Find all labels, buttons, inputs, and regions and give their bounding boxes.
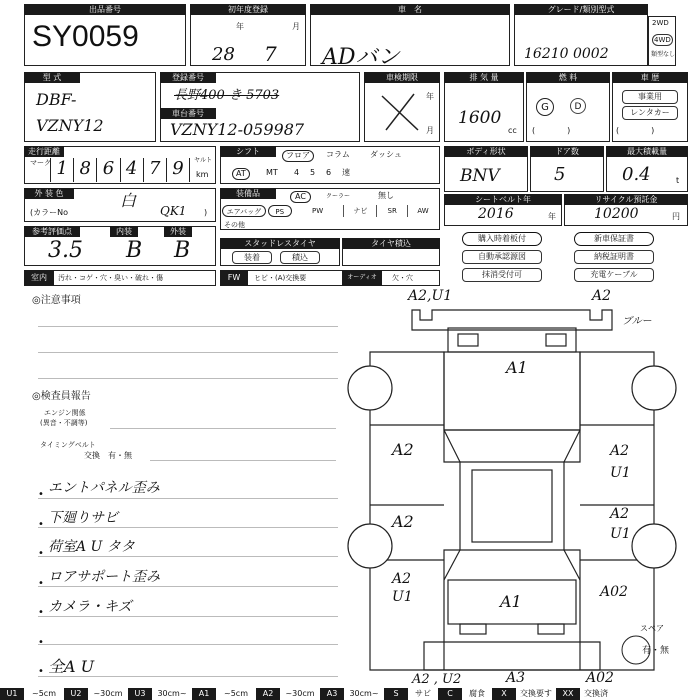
inspector-line bbox=[38, 556, 338, 557]
inspector-item: 下廻りサビ bbox=[48, 510, 118, 526]
model-line2: VZNY12 bbox=[36, 116, 104, 135]
equipment-ps: PS bbox=[268, 205, 292, 217]
spare-label: スペア bbox=[640, 624, 664, 633]
mileage-label: 走行距離 bbox=[24, 146, 64, 157]
inspection-strike-mark bbox=[380, 90, 420, 136]
option-warranty: 新車保証書 bbox=[574, 232, 654, 246]
legend-value: ~30cm bbox=[93, 689, 123, 698]
equipment-label: 装備品 bbox=[220, 188, 276, 199]
diagram-left-front: A2 bbox=[392, 440, 414, 459]
inspection-month-label: 月 bbox=[426, 126, 434, 135]
studless-fitted: 装着 bbox=[232, 251, 272, 264]
shift-tail: 速 bbox=[342, 168, 350, 177]
legend-key: U2 bbox=[64, 688, 88, 700]
equipment-ac: AC bbox=[290, 191, 311, 203]
displacement-unit: cc bbox=[508, 126, 517, 135]
exterior-score-label: 外装 bbox=[164, 226, 192, 237]
diagram-bottom-mid: A3 bbox=[506, 670, 526, 686]
legend-key: XX bbox=[556, 688, 580, 700]
diagram-bottom-right: A02 bbox=[586, 670, 614, 686]
inspection-year-label: 年 bbox=[426, 92, 434, 101]
doors-label: ドア数 bbox=[530, 146, 604, 157]
displacement-label: 排 気 量 bbox=[444, 72, 524, 83]
shift-dash: ダッシュ bbox=[370, 150, 402, 159]
equipment-other: その他 bbox=[224, 221, 245, 229]
doors-value: 5 bbox=[554, 164, 566, 185]
chassis-value: VZNY12-059987 bbox=[170, 120, 305, 139]
shift-gear-4: 4 bbox=[294, 168, 300, 177]
shift-label: シフト bbox=[220, 146, 276, 157]
interior-score-label: 内装 bbox=[110, 226, 138, 237]
legend-key: A2 bbox=[256, 688, 280, 700]
lot-number: SY0059 bbox=[32, 20, 139, 53]
equipment-aw: AW bbox=[407, 205, 438, 217]
inspector-item: カメラ・キズ bbox=[48, 599, 132, 615]
equipment-navi: ナビ bbox=[343, 205, 376, 217]
mileage-digit: 4 bbox=[120, 158, 143, 182]
inspector-line bbox=[38, 644, 338, 645]
inspector-item: 荷室A U タタ bbox=[48, 539, 135, 555]
shift-gear-5: 5 bbox=[310, 168, 316, 177]
recycle-value: 10200 bbox=[594, 206, 639, 222]
legend-value: 30cm~ bbox=[349, 689, 379, 698]
fw-row-text: ヒビ・(A)交換要 bbox=[254, 274, 307, 282]
seatbelt-label: シートベルト年 bbox=[444, 194, 562, 205]
first-registration-year: 28 bbox=[212, 44, 235, 65]
notes-title: ◎注意事項 bbox=[32, 295, 81, 306]
equipment-cooler: クーラー bbox=[326, 193, 351, 200]
inspector-line bbox=[38, 586, 338, 587]
capacity-value: 0.4 bbox=[622, 164, 651, 185]
legend-value: 交換済 bbox=[584, 689, 608, 698]
exterior-color-code: QK1 bbox=[160, 204, 187, 218]
mileage-digit: 7 bbox=[143, 158, 166, 182]
inspector-line bbox=[38, 676, 338, 677]
notes-line bbox=[38, 378, 338, 379]
chassis-label: 車台番号 bbox=[160, 108, 216, 119]
inspector-line bbox=[38, 498, 338, 499]
interior-score-value: B bbox=[126, 238, 143, 263]
mileage-digit: 8 bbox=[73, 158, 96, 182]
mileage-unit: km bbox=[196, 170, 209, 179]
legend-value: ~30cm bbox=[285, 689, 315, 698]
fw-row-parts: 欠・穴 bbox=[392, 274, 413, 282]
legend-key: C bbox=[438, 688, 462, 700]
body-type-value: BNV bbox=[460, 166, 500, 186]
drive-4wd: 4WD bbox=[654, 36, 671, 44]
equipment-airbag: エアバッグ bbox=[222, 205, 266, 217]
diagram-right-rear: A02 bbox=[600, 584, 628, 600]
mileage-digit: 9 bbox=[166, 158, 190, 182]
legend-key: U1 bbox=[0, 688, 24, 700]
exterior-color-code-close: ) bbox=[204, 208, 208, 217]
history-paren: ( ) bbox=[616, 126, 655, 135]
legend-value: サビ bbox=[415, 689, 431, 698]
registration-label: 登録番号 bbox=[160, 72, 216, 83]
diagram-top-mark-right: A2 bbox=[592, 288, 612, 304]
option-charge: 充電ケーブル bbox=[574, 268, 654, 282]
grade-code: 16210 0002 bbox=[524, 46, 609, 62]
equipment-pw: PW bbox=[311, 207, 324, 215]
mileage-digit: 1 bbox=[50, 158, 73, 182]
score-label: 参考評価点 bbox=[24, 226, 80, 237]
fw-row-label: FW bbox=[220, 270, 248, 286]
option-cancel: 抹消受付可 bbox=[462, 268, 542, 282]
legend-key: U3 bbox=[128, 688, 152, 700]
equipment-row2 bbox=[222, 205, 438, 217]
seatbelt-value: 2016 bbox=[478, 206, 514, 222]
inspector-line bbox=[38, 527, 338, 528]
diagram-right-mid: A2 U1 bbox=[610, 506, 631, 542]
fuel-g: G bbox=[536, 98, 554, 116]
displacement-value: 1600 bbox=[458, 108, 502, 128]
legend-value: 交換要す bbox=[520, 689, 552, 698]
diagram-right-front: A2 U1 bbox=[610, 443, 631, 481]
legend-key: S bbox=[384, 688, 408, 700]
car-name-label: 車 名 bbox=[310, 4, 510, 15]
registration-value: 長野400 き 5703 bbox=[174, 88, 280, 103]
diagram-left-mid: A2 bbox=[392, 512, 414, 531]
tire-load-label: タイヤ積込 bbox=[342, 238, 440, 249]
capacity-label: 最大積載量 bbox=[606, 146, 688, 157]
inspector-title: ◎検査員報告 bbox=[32, 391, 91, 402]
interior-row-text: 汚れ・コゲ・穴・臭い・破れ・傷 bbox=[58, 274, 163, 282]
timing-line bbox=[150, 460, 336, 461]
timing-options: 交換 有・無 bbox=[84, 451, 132, 460]
drive-2wd: 2WD bbox=[652, 19, 669, 27]
fuel-paren: ( ) bbox=[532, 126, 571, 135]
notes-line bbox=[38, 326, 338, 327]
diagram-top-mark-blue: ブルー bbox=[622, 316, 652, 327]
mileage-unit-top: ヤルト bbox=[194, 157, 212, 164]
inspector-item: 全A U bbox=[48, 657, 95, 676]
fw-row-over: オーディオ bbox=[342, 270, 382, 286]
diagram-left-rear: A2 U1 bbox=[392, 571, 413, 605]
engine-label: エンジン関係 bbox=[44, 409, 86, 417]
spare-value: 有・無 bbox=[642, 646, 670, 656]
history-label: 車 歴 bbox=[612, 72, 688, 83]
shift-column: コラム bbox=[326, 150, 350, 159]
diagram-top-mark-left: A2,U1 bbox=[408, 288, 453, 304]
inspector-bullets: • • • • • • • bbox=[38, 489, 44, 677]
recycle-unit: 円 bbox=[672, 212, 680, 221]
legend-value: ~5cm bbox=[32, 689, 56, 698]
timing-label: タイミングベルト bbox=[40, 441, 96, 449]
legend-key: A1 bbox=[192, 688, 216, 700]
first-registration-month: 7 bbox=[264, 42, 277, 66]
diagram-roof: A1 bbox=[506, 358, 528, 377]
inspector-item: ロアサポート歪み bbox=[48, 569, 160, 585]
mileage-mark: マーク bbox=[30, 159, 51, 167]
shift-gear-6: 6 bbox=[326, 168, 332, 177]
body-type-label: ボディ形状 bbox=[444, 146, 528, 157]
score-value: 3.5 bbox=[48, 238, 83, 263]
recycle-label: リサイクル預託金 bbox=[564, 194, 688, 205]
engine-sub: (異音・不調等) bbox=[40, 419, 88, 427]
exterior-color-label: 外 装 色 bbox=[24, 188, 74, 199]
fuel-note: 類型なし bbox=[651, 51, 676, 58]
notes-line bbox=[38, 352, 338, 353]
option-manual: 納税証明書 bbox=[574, 250, 654, 264]
diagram-hood: A1 bbox=[500, 592, 522, 611]
inspector-item: エントパネル歪み bbox=[48, 480, 160, 496]
shift-at: AT bbox=[232, 168, 250, 180]
model-line1: DBF- bbox=[36, 90, 77, 109]
exterior-score-value: B bbox=[174, 238, 191, 263]
engine-line bbox=[110, 428, 336, 429]
equipment-none: 無し bbox=[378, 191, 394, 200]
legend-value: 腐食 bbox=[469, 689, 485, 698]
inspector-line bbox=[38, 616, 338, 617]
interior-row-label: 室内 bbox=[24, 270, 54, 286]
studless-label: スタッドレスタイヤ bbox=[220, 238, 340, 249]
equipment-sr: SR bbox=[376, 205, 407, 217]
history-rental: レンタカー bbox=[622, 106, 678, 120]
shift-mt: MT bbox=[266, 168, 278, 177]
exterior-color-value: 白 bbox=[120, 191, 137, 210]
first-registration-label: 初年度登録 bbox=[190, 4, 306, 15]
model-label: 型 式 bbox=[24, 72, 80, 83]
lot-number-label: 出品番号 bbox=[24, 4, 186, 15]
option-self: 自動承認源図 bbox=[462, 250, 542, 264]
fuel-d: D bbox=[570, 98, 586, 114]
capacity-unit: t bbox=[676, 176, 680, 185]
fuel-label: 燃 料 bbox=[526, 72, 610, 83]
history-business: 事業用 bbox=[622, 90, 678, 104]
legend-key: A3 bbox=[320, 688, 344, 700]
grade-label: グレード/類別型式 bbox=[514, 4, 648, 15]
diagram-bottom-left: A2 , U2 bbox=[412, 672, 462, 687]
mileage-digits bbox=[50, 158, 190, 182]
year-label: 年 bbox=[236, 22, 244, 31]
car-name: ADバン bbox=[322, 45, 400, 70]
inspection-label: 車検期限 bbox=[364, 72, 440, 83]
shift-floor: フロア bbox=[282, 150, 314, 162]
exterior-color-code-label: (カラーNo bbox=[30, 208, 68, 217]
seatbelt-unit: 年 bbox=[548, 212, 556, 221]
option-purchase: 購入時着板付 bbox=[462, 232, 542, 246]
legend-bar bbox=[0, 688, 700, 700]
month-label: 月 bbox=[292, 22, 300, 31]
legend-key: X bbox=[492, 688, 516, 700]
legend-value: ~5cm bbox=[224, 689, 248, 698]
studless-loaded: 積込 bbox=[280, 251, 320, 264]
car-diagram bbox=[340, 290, 690, 688]
legend-value: 30cm~ bbox=[157, 689, 187, 698]
mileage-digit: 6 bbox=[96, 158, 119, 182]
